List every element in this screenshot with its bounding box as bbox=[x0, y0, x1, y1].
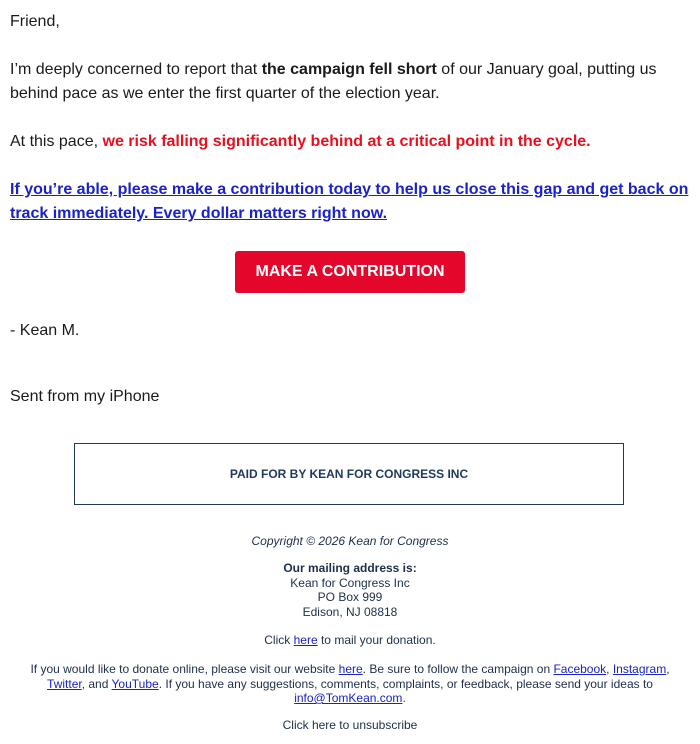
p1-bold-text: the campaign fell short bbox=[261, 61, 437, 78]
online-comma-2: , bbox=[666, 662, 670, 676]
make-contribution-button[interactable]: MAKE A CONTRIBUTION bbox=[235, 251, 465, 293]
online-text-4: . If you have any suggestions, comments, complaints, or feedback, please send your ideas to bbox=[158, 676, 653, 691]
paid-for-box: PAID FOR BY KEAN FOR CONGRESS INC bbox=[74, 443, 624, 505]
donate-online-paragraph bbox=[10, 662, 690, 706]
instagram-link[interactable]: Instagram bbox=[612, 662, 667, 676]
mail-donation-pre: Click bbox=[264, 633, 294, 647]
email-link[interactable]: info@TomKean.com bbox=[294, 691, 403, 705]
paragraph-contribute bbox=[10, 178, 690, 226]
address-line-1: Kean for Congress Inc bbox=[290, 575, 410, 590]
p2-text-pre: At this pace, bbox=[10, 133, 103, 150]
paragraph-shortfall bbox=[10, 58, 690, 106]
address-line-2: PO Box 999 bbox=[317, 590, 383, 604]
p1-text-post: of our January goal, putting us behind pace as we enter the first quarter of the election year. bbox=[10, 61, 657, 102]
greeting: Friend, bbox=[10, 13, 60, 30]
mailing-label: Our mailing address is: bbox=[283, 561, 417, 575]
twitter-link[interactable]: Twitter bbox=[47, 676, 82, 691]
online-text-1: If you would like to donate online, please visit our website bbox=[30, 662, 339, 676]
p2-red-text: we risk falling significantly behind at a critical point in the cycle. bbox=[102, 133, 591, 150]
online-text-2: . Be sure to follow the campaign on bbox=[362, 662, 554, 676]
sent-from-iphone: Sent from my iPhone bbox=[10, 388, 160, 405]
contribute-link[interactable]: If you’re able, please make a contribution today to help us close this gap and get back on track immediately. Every dollar matters right now. bbox=[10, 181, 689, 222]
online-text-3: , and bbox=[81, 676, 112, 691]
mail-donation-post: to mail your donation. bbox=[317, 633, 436, 647]
paragraph-risk bbox=[10, 130, 690, 154]
unsubscribe-link[interactable]: Click here to unsubscribe bbox=[282, 718, 418, 732]
mail-donation-line bbox=[10, 633, 690, 648]
youtube-link[interactable]: YouTube bbox=[111, 676, 159, 691]
online-comma-1: , bbox=[606, 662, 613, 676]
mail-donation-here-link[interactable]: here bbox=[293, 633, 318, 647]
mailing-address bbox=[10, 561, 690, 619]
online-text-5: . bbox=[402, 691, 406, 705]
facebook-link[interactable]: Facebook bbox=[553, 662, 607, 676]
copyright: Copyright © 2026 Kean for Congress bbox=[251, 534, 449, 548]
signoff: - Kean M. bbox=[10, 322, 80, 339]
address-line-3: Edison, NJ 08818 bbox=[302, 604, 398, 619]
p1-text-pre: I’m deeply concerned to report that bbox=[10, 61, 262, 78]
website-here-link[interactable]: here bbox=[338, 662, 363, 676]
